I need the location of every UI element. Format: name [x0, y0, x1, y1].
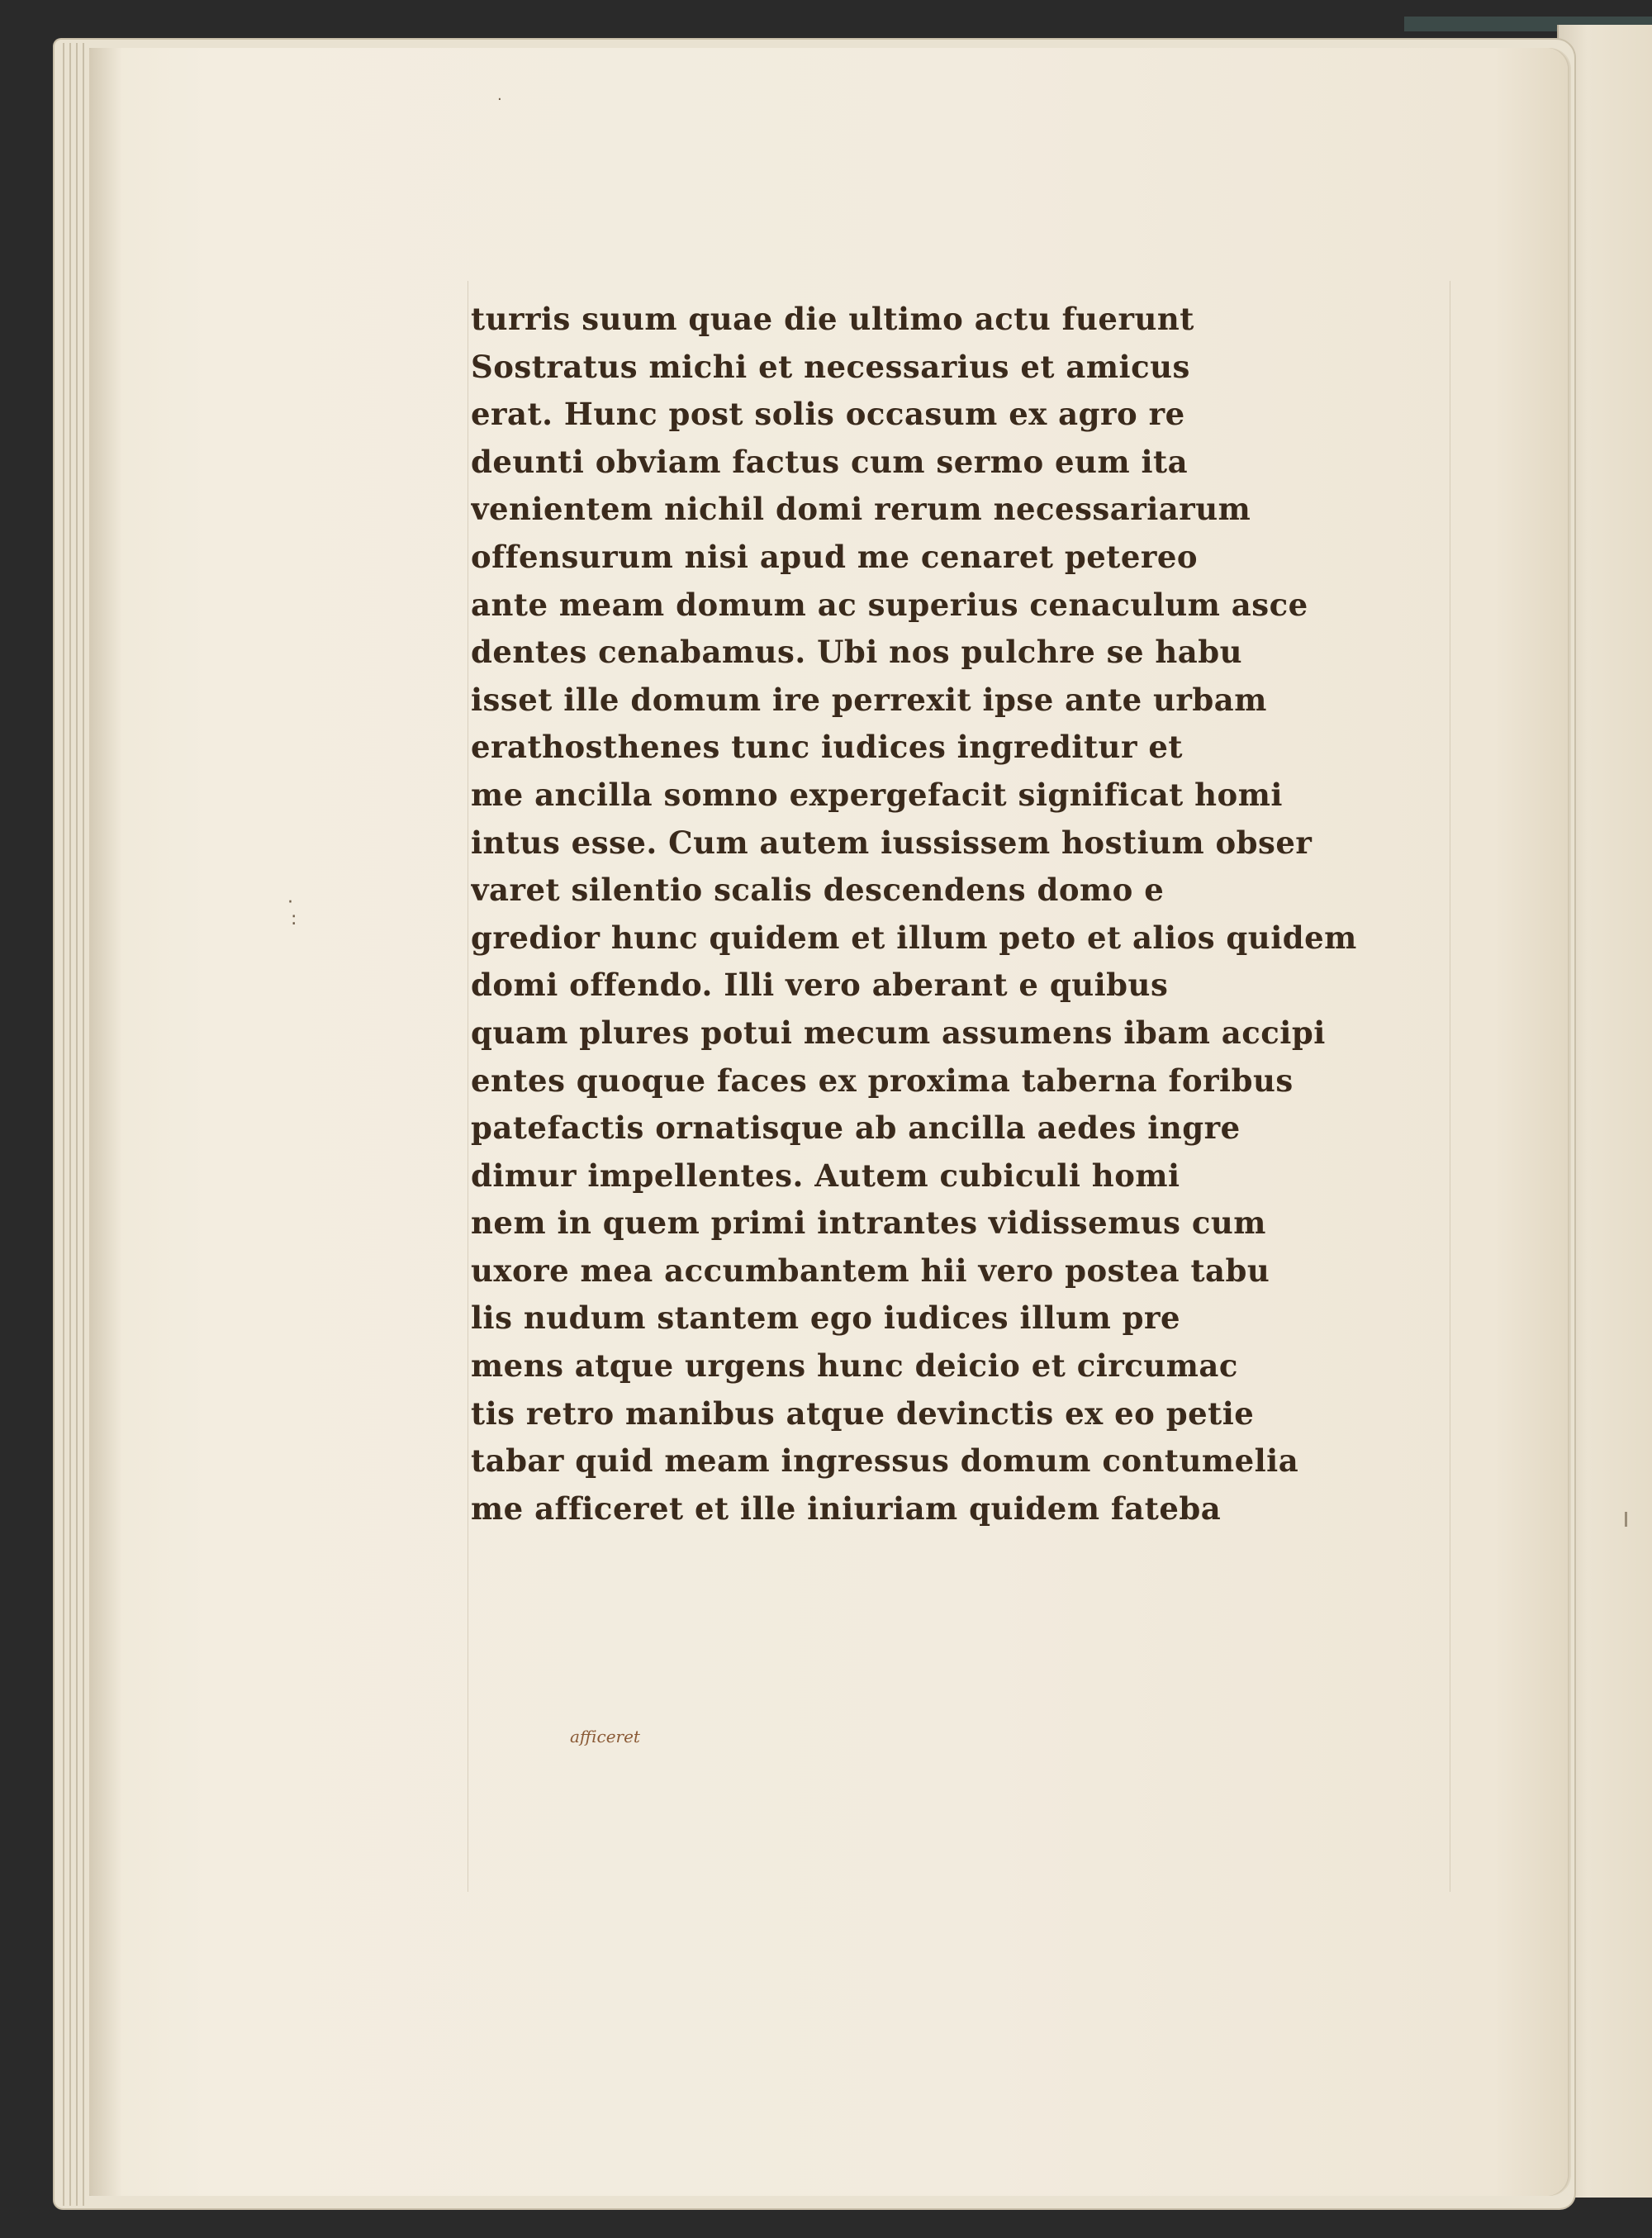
leaf-edge — [76, 43, 78, 2206]
ink-speck: · — [287, 892, 293, 913]
gutter-shadow — [89, 48, 122, 2196]
text-line: erathosthenes tunc iudices ingreditur et — [471, 729, 1183, 766]
text-line: nem in quem primi intrantes vidissemus cum — [471, 1205, 1266, 1242]
text-line: me afficeret et ille iniuriam quidem fateba — [471, 1490, 1222, 1527]
ink-speck: · — [497, 91, 502, 108]
text-line: isset ille domum ire perrexit ipse ante urbam — [471, 681, 1267, 718]
text-line: deunti obviam factus cum sermo eum ita — [471, 443, 1189, 480]
text-line: lis nudum stantem ego iudices illum pre — [471, 1300, 1181, 1337]
text-line: quam plures potui mecum assumens ibam accipi — [471, 1014, 1326, 1051]
text-line: tis retro manibus atque devinctis ex eo petie — [471, 1395, 1255, 1432]
text-line: intus esse. Cum autem iussissem hostium obser — [471, 824, 1313, 861]
text-line: dentes cenabamus. Ubi nos pulchre se habu — [471, 634, 1243, 671]
ink-speck: : — [291, 909, 297, 929]
text-line: entes quoque faces ex proxima taberna foribus — [471, 1062, 1294, 1099]
text-line: me ancilla somno expergefacit significat homi — [471, 776, 1283, 813]
text-line: mens atque urgens hunc deicio et circumac — [471, 1347, 1238, 1385]
interlinear-gloss: afficeret — [570, 1727, 640, 1746]
text-line: varet silentio scalis descendens domo e — [471, 872, 1165, 909]
text-line: ante meam domum ac superius cenaculum asce — [471, 586, 1308, 623]
leaf-edge — [63, 43, 64, 2206]
text-line: erat. Hunc post solis occasum ex agro re — [471, 396, 1185, 433]
text-line: gredior hunc quidem et illum peto et alios quidem — [471, 919, 1357, 956]
text-line: domi offendo. Illi vero aberant e quibus — [471, 967, 1169, 1004]
text-line: offensurum nisi apud me cenaret petereo — [471, 538, 1199, 575]
leaf-mark — [1625, 1512, 1627, 1527]
text-line: tabar quid meam ingressus domum contumelia — [471, 1442, 1299, 1480]
text-line: dimur impellentes. Autem cubiculi homi — [471, 1157, 1180, 1194]
text-line: Sostratus michi et necessarius et amicus — [471, 348, 1190, 385]
text-line: venientem nichil domi rerum necessariarum — [471, 491, 1251, 528]
text-line: turris suum quae die ultimo actu fuerunt — [471, 301, 1194, 337]
text-line: patefactis ornatisque ab ancilla aedes ingre — [471, 1109, 1241, 1147]
text-block — [471, 296, 1441, 1532]
text-line: uxore mea accumbantem hii vero postea tabu — [471, 1252, 1270, 1289]
leaf-edge — [83, 43, 84, 2206]
leaf-edge — [69, 43, 71, 2206]
